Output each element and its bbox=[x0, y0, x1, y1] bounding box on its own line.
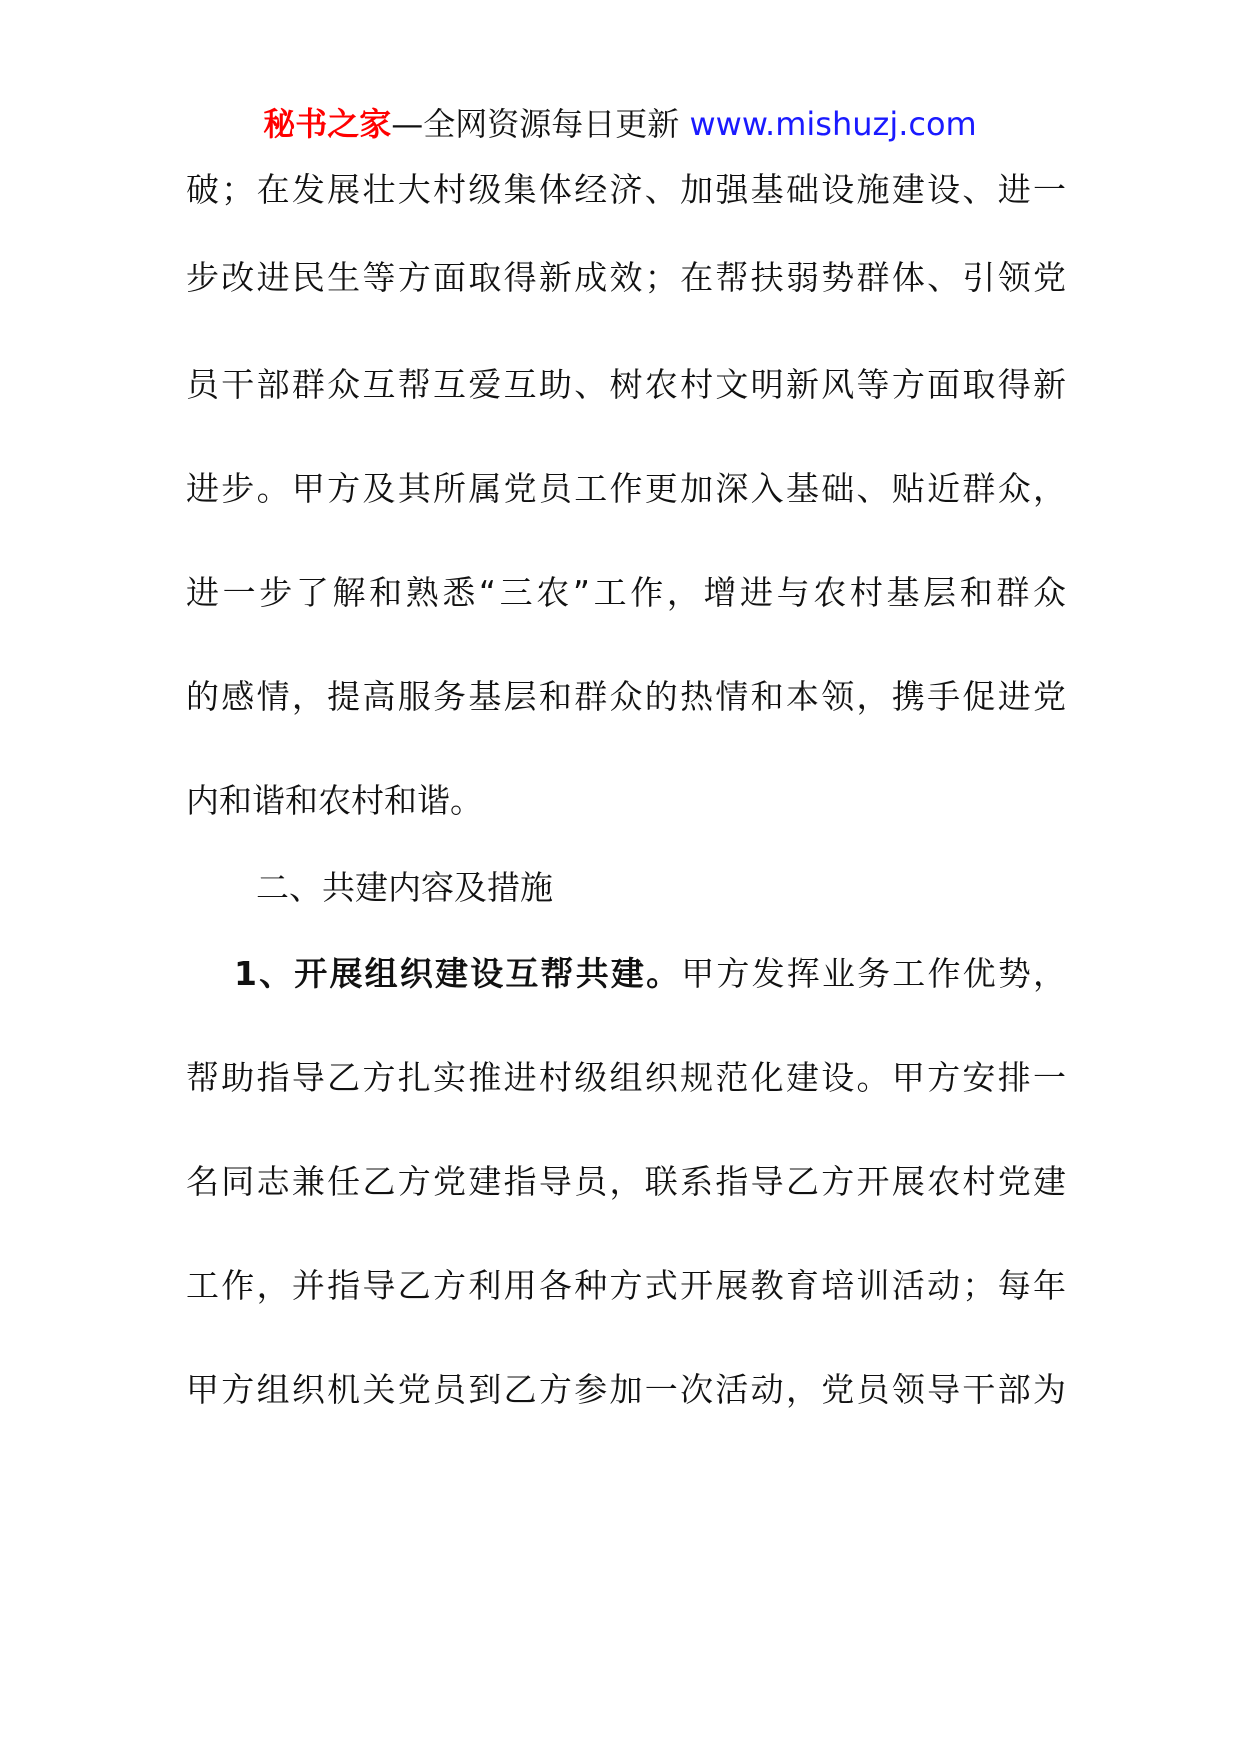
item-first-line bbox=[234, 952, 1066, 996]
paragraph-line: 帮助指导乙方扎实推进村级组织规范化建设。甲方安排一 bbox=[186, 1058, 1066, 1097]
paragraph-line: 破；在发展壮大村级集体经济、加强基础设施建设、进一 bbox=[186, 170, 1066, 209]
paragraph-line: 甲方组织机关党员到乙方参加一次活动，党员领导干部为 bbox=[186, 1370, 1066, 1409]
item-first-line-text: 甲方发挥业务工作优势， bbox=[681, 954, 1067, 993]
paragraph-line: 进步。甲方及其所属党员工作更加深入基础、贴近群众， bbox=[186, 469, 1066, 508]
item-title: 1、开展组织建设互帮共建。 bbox=[234, 954, 682, 993]
site-brand: 秘书之家 bbox=[263, 105, 392, 143]
paragraph-line: 员干部群众互帮互爱互助、树农村文明新风等方面取得新 bbox=[186, 365, 1066, 404]
site-tagline: —全网资源每日更新 bbox=[391, 105, 690, 143]
site-url-link[interactable]: www.mishuzj.com bbox=[689, 105, 977, 143]
paragraph-line: 名同志兼任乙方党建指导员，联系指导乙方开展农村党建 bbox=[186, 1162, 1066, 1201]
paragraph-line: 进一步了解和熟悉“三农”工作，增进与农村基层和群众 bbox=[186, 573, 1066, 612]
page-header bbox=[0, 102, 1240, 146]
paragraph-line: 工作，并指导乙方利用各种方式开展教育培训活动；每年 bbox=[186, 1266, 1066, 1305]
paragraph-line: 内和谐和农村和谐。 bbox=[186, 781, 483, 820]
section-heading: 二、共建内容及措施 bbox=[256, 868, 553, 907]
paragraph-line: 的感情，提高服务基层和群众的热情和本领，携手促进党 bbox=[186, 677, 1066, 716]
paragraph-line: 步改进民生等方面取得新成效；在帮扶弱势群体、引领党 bbox=[186, 258, 1066, 297]
